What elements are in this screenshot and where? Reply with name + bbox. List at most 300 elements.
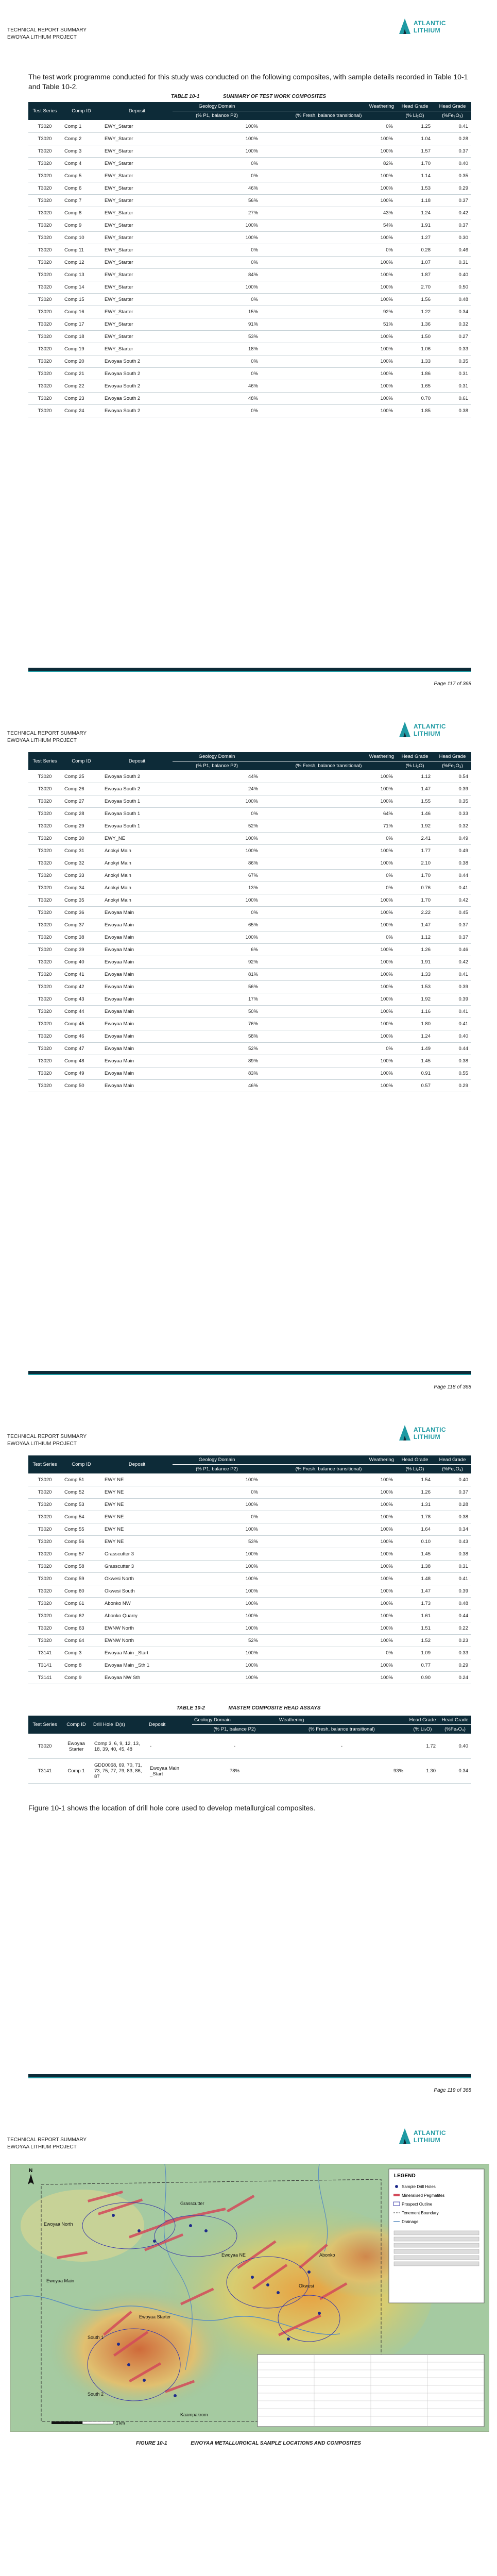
cell-weathering: 100% [261, 1622, 396, 1635]
cell-geology: 100% [173, 1573, 261, 1585]
cell-test-series: T3020 [28, 182, 61, 195]
cell-comp-id: Comp 48 [61, 1055, 101, 1067]
cell-comp-id: Comp 9 [61, 1672, 101, 1684]
cell-test-series: T3020 [28, 956, 61, 969]
cell-test-series: T3020 [28, 833, 61, 845]
cell-li2o: 1.24 [396, 207, 434, 219]
cell-comp-id: Comp 54 [61, 1511, 101, 1523]
cell-weathering: 100% [261, 1474, 396, 1486]
th-sub-p1: (% P1, balance P2) [173, 111, 261, 121]
cell-deposit: EWY_Starter [101, 343, 173, 355]
cell-weathering: 100% [261, 907, 396, 919]
cell-geology: 81% [173, 969, 261, 981]
table-row [28, 207, 471, 219]
cell-fe: 0.32 [434, 820, 471, 833]
table-row [28, 1598, 471, 1610]
cell-li2o: 1.16 [396, 1006, 434, 1018]
cell-deposit: Anokyi Main [101, 845, 173, 857]
cell-deposit: EWY_Starter [101, 257, 173, 269]
cell-deposit: EWY_Starter [101, 318, 173, 331]
cell-comp-id: Comp 46 [61, 1030, 101, 1043]
cell-deposit: Anokyi Main [101, 857, 173, 870]
cell-comp-id: Comp 49 [61, 1067, 101, 1080]
table-row [28, 368, 471, 380]
table-row [28, 1030, 471, 1043]
table-row [28, 969, 471, 981]
th-sub-p1: (% P1, balance P2) [192, 1725, 277, 1734]
cell-geology: 52% [173, 820, 261, 833]
cell-test-series: T3020 [28, 820, 61, 833]
cell-drill-holes: GDD0068, 69, 70, 71, 73, 75, 77, 79, 83, 86, 87 [91, 1759, 147, 1784]
map-label: South 2 [88, 2392, 104, 2397]
cell-weathering: 100% [261, 783, 396, 795]
th-test-series: Test Series [28, 1716, 61, 1734]
cell-deposit: Ewoyaa Main _Start [101, 1647, 173, 1659]
cell-test-series: T3020 [28, 1598, 61, 1610]
cell-deposit: EWY_Starter [101, 195, 173, 207]
cell-geology: 76% [173, 1018, 261, 1030]
table-row [28, 121, 471, 133]
cell-comp-id: Comp 23 [61, 393, 101, 405]
table-row [28, 931, 471, 944]
cell-li2o: 1.55 [396, 795, 434, 808]
table-10-2-title [0, 1705, 497, 1711]
th-weathering: Weathering [261, 752, 396, 761]
cell-deposit: Ewoyaa Main [101, 1055, 173, 1067]
th-head-grade-2: Head Grade [439, 1716, 471, 1725]
cell-geology: 100% [173, 1523, 261, 1536]
cell-comp-id: Comp 3 [61, 145, 101, 158]
cell-geology: 100% [173, 1561, 261, 1573]
cell-comp-id: Comp 58 [61, 1561, 101, 1573]
cell-test-series: T3020 [28, 1474, 61, 1486]
cell-test-series: T3020 [28, 355, 61, 368]
cell-weathering: 100% [261, 993, 396, 1006]
cell-li2o: 1.65 [396, 380, 434, 393]
cell-fe: 0.35 [434, 170, 471, 182]
cell-comp-id: Comp 16 [61, 306, 101, 318]
cell-test-series: T3020 [28, 1043, 61, 1055]
cell-weathering: 0% [261, 244, 396, 257]
cell-geology: 92% [173, 956, 261, 969]
cell-weathering: 51% [261, 318, 396, 331]
cell-geology: 100% [173, 145, 261, 158]
cell-li2o: 1.45 [396, 1548, 434, 1561]
cell-comp-id: Comp 61 [61, 1598, 101, 1610]
cell-test-series: T3020 [28, 393, 61, 405]
cell-li2o: 1.33 [396, 355, 434, 368]
cell-li2o: 1.46 [396, 808, 434, 820]
cell-weathering: 100% [261, 1610, 396, 1622]
cell-test-series: T3020 [28, 919, 61, 931]
figure-title: EWOYAA METALLURGICAL SAMPLE LOCATIONS AND COMPOSITES [191, 2441, 361, 2446]
cell-fe: 0.31 [434, 368, 471, 380]
cell-weathering: 0% [261, 931, 396, 944]
cell-comp-id: Comp 8 [61, 207, 101, 219]
cell-deposit: Ewoyaa South 1 [101, 795, 173, 808]
th-test-series: Test Series [28, 1455, 61, 1474]
cell-deposit: EWY NE [101, 1486, 173, 1499]
cell-geology: 67% [173, 870, 261, 882]
figure-reference-paragraph: Figure 10-1 shows the location of drill hole core used to develop metallurgical composites. [28, 1804, 316, 1812]
cell-deposit: Ewoyaa South 2 [101, 393, 173, 405]
cell-weathering: 100% [261, 380, 396, 393]
cell-comp-id: Comp 9 [61, 219, 101, 232]
cell-comp-id: Comp 52 [61, 1486, 101, 1499]
cell-weathering: 100% [261, 1585, 396, 1598]
table-row [28, 1536, 471, 1548]
table-row [28, 1573, 471, 1585]
cell-deposit: Ewoyaa Main [101, 1018, 173, 1030]
cell-comp-id: Comp 53 [61, 1499, 101, 1511]
th-sub-p1: (% P1, balance P2) [173, 761, 261, 771]
table-row [28, 355, 471, 368]
table-number: TABLE 10-1 [170, 94, 200, 99]
logo-mark-icon [399, 722, 410, 737]
table-row [28, 257, 471, 269]
cell-weathering: 100% [261, 771, 396, 783]
cell-deposit: Ewoyaa South 2 [101, 405, 173, 417]
th-head-grade: Head Grade [396, 752, 434, 761]
cell-comp-id: Comp 45 [61, 1018, 101, 1030]
cell-fe: 0.49 [434, 845, 471, 857]
cell-fe: 0.55 [434, 1067, 471, 1080]
cell-fe: 0.44 [434, 1610, 471, 1622]
table-row [28, 1511, 471, 1523]
cell-li2o: 1.50 [396, 331, 434, 343]
cell-geology: 0% [173, 1511, 261, 1523]
cell-weathering: 100% [261, 1499, 396, 1511]
cell-fe: 0.28 [434, 133, 471, 145]
atlantic-lithium-logo [399, 721, 461, 741]
cell-comp-id: Comp 14 [61, 281, 101, 294]
cell-fe: 0.33 [434, 343, 471, 355]
cell-li2o: 0.57 [396, 1080, 434, 1092]
cell-comp-id: Comp 10 [61, 232, 101, 244]
table-row [28, 981, 471, 993]
cell-li2o: 1.87 [396, 269, 434, 281]
cell-li2o: 1.30 [406, 1759, 439, 1784]
cell-weathering: 64% [261, 808, 396, 820]
cell-weathering: 0% [261, 1043, 396, 1055]
cell-fe: 0.48 [434, 294, 471, 306]
cell-weathering: 100% [261, 981, 396, 993]
th-drill-holes: Drill Hole ID(s) [91, 1716, 147, 1734]
cell-fe: 0.38 [434, 857, 471, 870]
table-row [28, 393, 471, 405]
map-label: Okwesi [299, 2283, 314, 2289]
cell-test-series: T3020 [28, 405, 61, 417]
th-geology: Geology Domain [173, 752, 261, 761]
cell-comp-id: Comp 56 [61, 1536, 101, 1548]
cell-weathering: 100% [261, 232, 396, 244]
page-number: Page 119 of 368 [434, 2088, 471, 2093]
th-deposit: Deposit [101, 102, 173, 121]
th-comp-id: Comp ID [61, 1716, 91, 1734]
th-sub-fe: (%Fe₂O₃) [434, 761, 471, 771]
table-row [28, 306, 471, 318]
logo-line2: LITHIUM [414, 27, 441, 34]
cell-geology: 91% [173, 318, 261, 331]
legend-item: Mineralised Pegmatites [402, 2193, 445, 2198]
cell-weathering: 82% [261, 158, 396, 170]
cell-weathering: 100% [261, 1659, 396, 1672]
cell-test-series: T3020 [28, 981, 61, 993]
cell-comp-id: Comp 8 [61, 1659, 101, 1672]
cell-test-series: T3020 [28, 969, 61, 981]
cell-weathering: 100% [261, 1523, 396, 1536]
cell-test-series: T3020 [28, 771, 61, 783]
cell-fe: 0.37 [434, 145, 471, 158]
cell-geology: 100% [173, 1548, 261, 1561]
th-geology: Geology Domain [192, 1716, 277, 1725]
cell-test-series: T3141 [28, 1659, 61, 1672]
th-sub-fe: (%Fe₂O₃) [434, 111, 471, 121]
cell-fe: 0.44 [434, 870, 471, 882]
table-number: TABLE 10-2 [176, 1705, 205, 1711]
cell-geology: 78% [192, 1759, 277, 1784]
cell-geology: 17% [173, 993, 261, 1006]
cell-geology: 27% [173, 207, 261, 219]
cell-geology: 100% [173, 894, 261, 907]
cell-fe: 0.39 [434, 1585, 471, 1598]
cell-fe: 0.37 [434, 1486, 471, 1499]
cell-geology: 0% [173, 1486, 261, 1499]
cell-li2o: 0.10 [396, 1536, 434, 1548]
table-row [28, 882, 471, 894]
table-row [28, 1734, 471, 1759]
cell-weathering: 100% [261, 1018, 396, 1030]
cell-weathering: 100% [261, 1548, 396, 1561]
legend-title: LEGEND [394, 2173, 416, 2179]
cell-test-series: T3020 [28, 306, 61, 318]
cell-deposit: EWY_Starter [101, 158, 173, 170]
logo-line1: ATLANTIC [414, 723, 447, 730]
cell-geology: 83% [173, 1067, 261, 1080]
cell-geology: 15% [173, 306, 261, 318]
table-row [28, 771, 471, 783]
cell-li2o: 1.64 [396, 1523, 434, 1536]
cell-test-series: T3020 [28, 1018, 61, 1030]
th-head-grade-2: Head Grade [434, 1455, 471, 1465]
th-sub-li2o: (% Li₂O) [396, 761, 434, 771]
cell-test-series: T3020 [28, 882, 61, 894]
th-head-grade-2: Head Grade [434, 752, 471, 761]
cell-weathering: 100% [261, 1635, 396, 1647]
cell-deposit: Ewoyaa Main [101, 1067, 173, 1080]
th-geology: Geology Domain [173, 102, 261, 111]
cell-comp-id: Comp 4 [61, 158, 101, 170]
cell-fe: 0.32 [434, 318, 471, 331]
cell-fe: 0.41 [434, 1006, 471, 1018]
cell-li2o: 1.04 [396, 133, 434, 145]
cell-weathering: 100% [261, 969, 396, 981]
cell-comp-id: Comp 41 [61, 969, 101, 981]
cell-fe: 0.29 [434, 1080, 471, 1092]
cell-li2o: 1.07 [396, 257, 434, 269]
cell-weathering: 92% [261, 306, 396, 318]
cell-fe: 0.41 [434, 1018, 471, 1030]
cell-comp-id: Comp 44 [61, 1006, 101, 1018]
intro-paragraph: The test work programme conducted for this study was conducted on the following composites, with sample details recorded in Table 10-1 and Table 10-2. [28, 73, 468, 91]
cell-comp-id: Comp 31 [61, 845, 101, 857]
cell-test-series: T3020 [28, 1622, 61, 1635]
cell-comp-id: Comp 11 [61, 244, 101, 257]
cell-deposit: Ewoyaa Main [101, 1043, 173, 1055]
cell-deposit: Ewoyaa Main [101, 956, 173, 969]
cell-weathering: 100% [261, 1030, 396, 1043]
cell-deposit: EWY_Starter [101, 269, 173, 281]
table-row [28, 182, 471, 195]
cell-weathering: 100% [261, 1486, 396, 1499]
table-row [28, 158, 471, 170]
page-header [7, 1433, 87, 1448]
table-10-1-part-1 [28, 102, 471, 417]
cell-comp-id: Comp 29 [61, 820, 101, 833]
table-row [28, 894, 471, 907]
cell-fe: 0.24 [434, 1672, 471, 1684]
cell-geology: 48% [173, 393, 261, 405]
cell-comp-id: Comp 35 [61, 894, 101, 907]
th-deposit: Deposit [101, 752, 173, 771]
cell-test-series: T3020 [28, 219, 61, 232]
cell-fe: 0.38 [434, 1548, 471, 1561]
cell-li2o: 1.22 [396, 306, 434, 318]
cell-weathering: 100% [261, 1055, 396, 1067]
cell-fe: 0.29 [434, 182, 471, 195]
cell-drill-holes: Comp 3, 6, 9, 12, 13, 18, 39, 40, 45, 48 [91, 1734, 147, 1759]
table-row [28, 343, 471, 355]
cell-test-series: T3020 [28, 281, 61, 294]
cell-comp-id: Comp 1 [61, 121, 101, 133]
cell-comp-id: Comp 2 [61, 133, 101, 145]
cell-deposit: Ewoyaa Main _Start [147, 1759, 192, 1784]
logo-line2: LITHIUM [414, 730, 441, 737]
cell-deposit: EWY NE [101, 1511, 173, 1523]
table-row [28, 318, 471, 331]
cell-fe: 0.37 [434, 931, 471, 944]
cell-comp-id: Comp 50 [61, 1080, 101, 1092]
cell-weathering: 100% [261, 182, 396, 195]
cell-deposit: EWY_Starter [101, 145, 173, 158]
th-deposit: Deposit [101, 1455, 173, 1474]
cell-comp-id: Comp 40 [61, 956, 101, 969]
cell-weathering: 100% [261, 281, 396, 294]
cell-li2o: 1.85 [396, 405, 434, 417]
cell-fe: 0.40 [434, 1030, 471, 1043]
map-label: Ewoyaa North [44, 2222, 73, 2227]
cell-geology: 100% [173, 1474, 261, 1486]
cell-test-series: T3020 [28, 343, 61, 355]
cell-comp-id: Comp 43 [61, 993, 101, 1006]
cell-deposit: Okwesi North [101, 1573, 173, 1585]
cell-geology: 100% [173, 219, 261, 232]
cell-li2o: 1.54 [396, 1474, 434, 1486]
table-10-1-title [0, 94, 497, 99]
cell-comp-id: Comp 34 [61, 882, 101, 894]
cell-li2o: 1.61 [396, 1610, 434, 1622]
cell-fe: 0.33 [434, 808, 471, 820]
table-10-2-body [28, 1734, 471, 1784]
cell-deposit: EWY_Starter [101, 170, 173, 182]
cell-deposit: Ewoyaa Main [101, 907, 173, 919]
table-row [28, 1067, 471, 1080]
page-119 [0, 1406, 497, 2110]
table-row [28, 294, 471, 306]
cell-deposit: Ewoyaa South 2 [101, 380, 173, 393]
cell-fe: 0.43 [434, 1536, 471, 1548]
cell-comp-id: Comp 63 [61, 1622, 101, 1635]
cell-geology: 100% [173, 281, 261, 294]
th-weathering: Weathering [277, 1716, 406, 1725]
cell-test-series: T3020 [28, 783, 61, 795]
header-summary: TECHNICAL REPORT SUMMARY [7, 2137, 87, 2143]
cell-geology: 0% [173, 257, 261, 269]
cell-weathering: 100% [261, 956, 396, 969]
cell-geology: - [192, 1734, 277, 1759]
cell-comp-id: Comp 28 [61, 808, 101, 820]
cell-test-series: T3020 [28, 380, 61, 393]
cell-deposit: Ewoyaa Main [101, 993, 173, 1006]
cell-comp-id: Comp 59 [61, 1573, 101, 1585]
cell-test-series: T3020 [28, 1030, 61, 1043]
cell-geology: 100% [173, 1672, 261, 1684]
cell-weathering: 100% [261, 331, 396, 343]
cell-deposit: EWY NE [101, 1523, 173, 1536]
cell-test-series: T3020 [28, 1006, 61, 1018]
cell-fe: 0.50 [434, 281, 471, 294]
cell-comp-id: Comp 32 [61, 857, 101, 870]
cell-weathering: 100% [261, 845, 396, 857]
cell-test-series: T3020 [28, 170, 61, 182]
cell-comp-id: Comp 26 [61, 783, 101, 795]
cell-weathering: 100% [261, 257, 396, 269]
cell-weathering: 100% [261, 269, 396, 281]
th-deposit: Deposit [147, 1716, 192, 1734]
cell-li2o: 1.24 [396, 1030, 434, 1043]
cell-weathering: 43% [261, 207, 396, 219]
cell-weathering: 100% [261, 145, 396, 158]
logo-line1: ATLANTIC [414, 20, 447, 27]
cell-deposit: Ewoyaa South 2 [101, 355, 173, 368]
cell-fe: 0.31 [434, 257, 471, 269]
map-label: Kaampakrom [180, 2412, 208, 2417]
page-number: Page 118 of 368 [434, 1384, 471, 1390]
cell-geology: 53% [173, 1536, 261, 1548]
cell-li2o: 0.77 [396, 1659, 434, 1672]
cell-test-series: T3020 [28, 368, 61, 380]
th-sub-fresh: (% Fresh, balance transitional) [261, 761, 396, 771]
cell-comp-id: Comp 24 [61, 405, 101, 417]
cell-fe: 0.39 [434, 993, 471, 1006]
figure-number: FIGURE 10-1 [136, 2441, 167, 2446]
table-row [28, 795, 471, 808]
cell-test-series: T3020 [28, 1536, 61, 1548]
cell-test-series: T3020 [28, 133, 61, 145]
cell-fe: 0.40 [434, 158, 471, 170]
cell-fe: 0.30 [434, 232, 471, 244]
cell-test-series: T3020 [28, 158, 61, 170]
cell-weathering: 93% [277, 1759, 406, 1784]
cell-fe: 0.34 [439, 1759, 471, 1784]
table-row [28, 857, 471, 870]
cell-deposit: Abonko Quarry [101, 1610, 173, 1622]
cell-test-series: T3020 [28, 244, 61, 257]
cell-comp-id: Comp 38 [61, 931, 101, 944]
cell-comp-id: Comp 21 [61, 368, 101, 380]
cell-fe: 0.34 [434, 1523, 471, 1536]
cell-li2o: 1.53 [396, 981, 434, 993]
